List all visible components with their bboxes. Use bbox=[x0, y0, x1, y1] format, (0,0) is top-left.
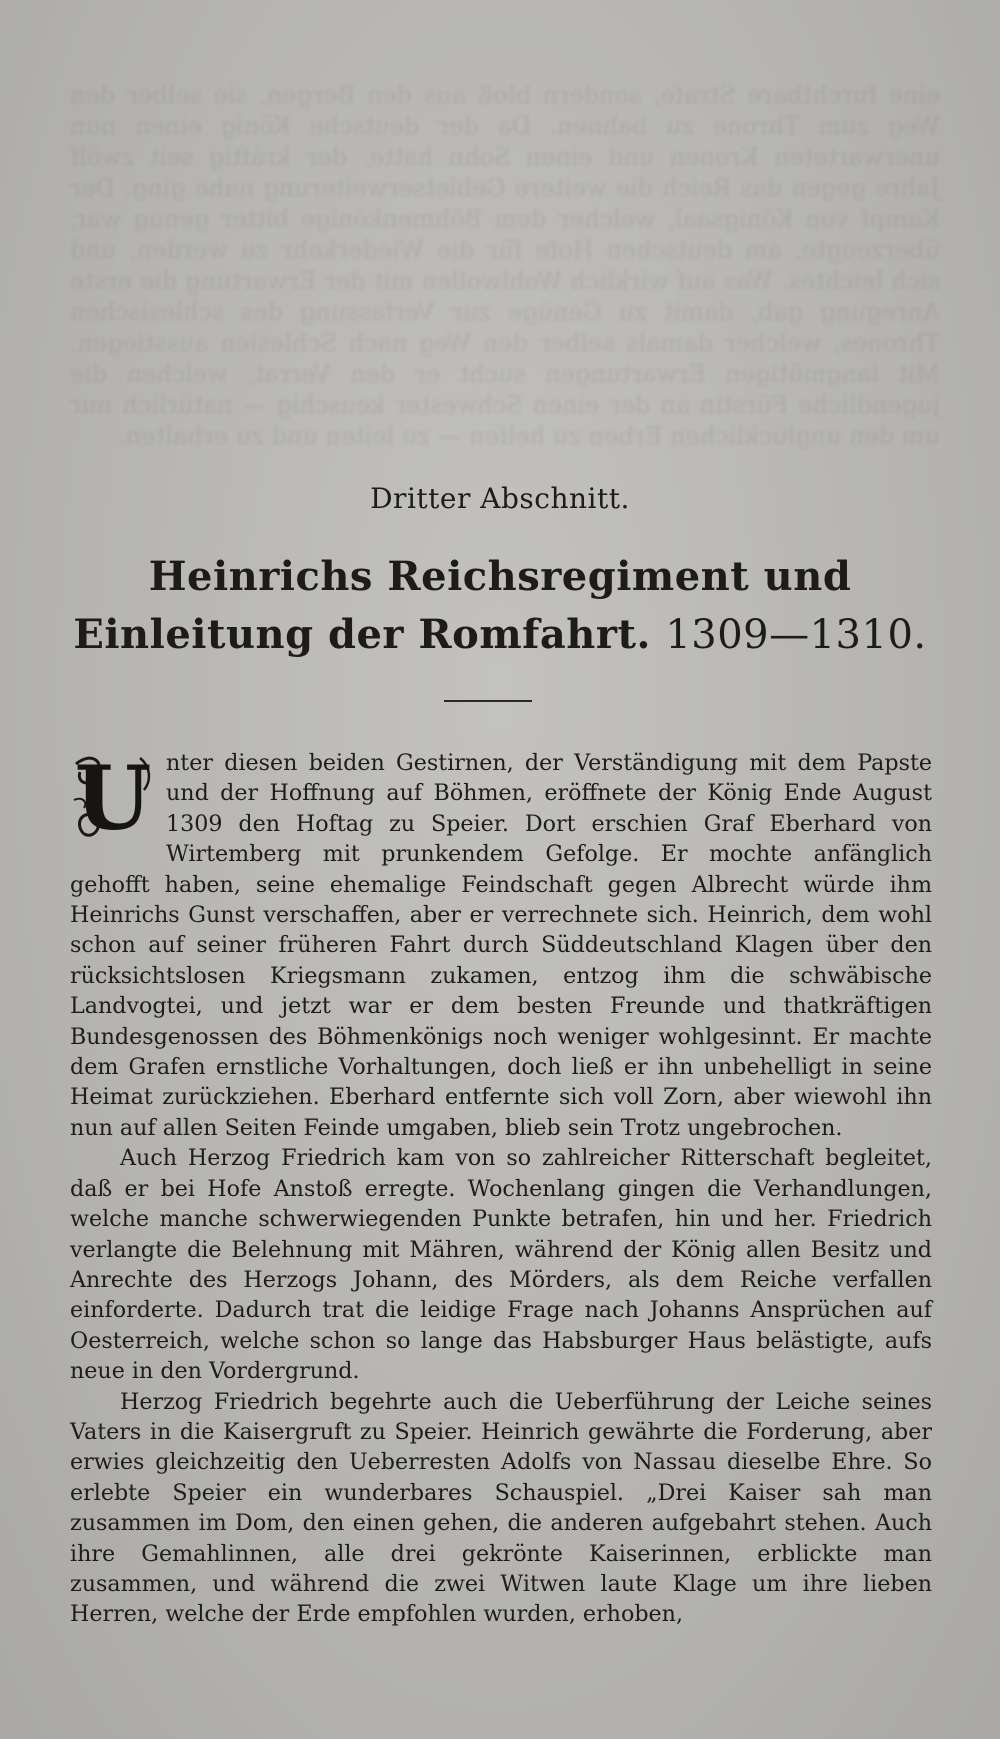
section-heading: Dritter Abschnitt. bbox=[370, 482, 630, 515]
paragraph-text: nter diesen beiden Gestirnen, der Verständigung mit dem Papste und der Hoffnung auf Böhmen, eröffnete der König Ende August 1309 den Hoftag zu Speier. Dort erschien Graf Eberhard von Wirtemberg mit prunkendem Gefolge. Er mochte anfänglich gehofft haben, seine ehemalige Feindschaft gegen Albrecht würde ihm Heinrichs Gunst verschaffen, aber er verrechnete sich. Heinrich, dem wohl schon auf seiner früheren Fahrt durch Süddeutschland Klagen über den rücksichtslosen Kriegsmann zukamen, entzog ihm die schwäbische Landvogtei, und jetzt war er dem besten Freunde und thatkräftigen Bundesgenossen des Böhmenkönigs noch weniger wohlgesinnt. Er machte dem Grafen ernstliche Vorhaltungen, doch ließ er ihn unbehelligt in seine Heimat zurückziehen. Eberhard entfernte sich voll Zorn, aber wiewohl ihn nun auf allen Seiten Feinde umgaben, blieb sein Trotz ungebrochen. bbox=[70, 750, 932, 1141]
chapter-title-text: Heinrichs Reichsregiment und Einleitung der Romfahrt. bbox=[73, 553, 852, 658]
initial-letter: U bbox=[74, 746, 152, 850]
title-divider bbox=[444, 700, 532, 702]
paragraph bbox=[70, 748, 932, 1143]
decorated-initial bbox=[70, 746, 156, 850]
body-text bbox=[70, 748, 932, 1630]
show-through-texture: eine furchtbare Strafe, sondern bloß aus den Bergen, sie selber den Weg zum Throne zu bahnen. Da der deutsche König einen nun unerwarteten Kronen und einen Sohn hatte, der kräftig seit zwölf Jahre gegen das Reich die weitere Gebietserweiterung nahe ging. Der Kampf von Königsaal, welcher dem Böhmenkönige bitter genug war, überzeugte, am deutschen Hofe für die Wiederkehr zu werden, und sich leichtes. Was auf wirklich Wohlwollen mit der Erwartung die erste Anregung gab, damit zu Genüge zur Verfassung des schlesischen Thrones, welcher damals selber den Weg nach Schlesien ausstiegen. Mit langmütigen Erwartungen sucht er den Verrat, welchen die jugendliche Fürstin an der einen Schwester keuschig — natürlich nur um den unglücklichen Erben zu helfen — zu leiten und zu erhalten. bbox=[70, 81, 940, 450]
paragraph: Auch Herzog Friedrich kam von so zahlreicher Ritterschaft begleitet, daß er bei Hofe Anstoß erregte. Wochenlang gingen die Verhandlungen, welche manche schwerwiegenden Punkte betrafen, hin und her. Friedrich verlangte die Belehnung mit Mähren, während der König allen Besitz und Anrechte des Herzogs Johann, des Mörders, als dem Reiche verfallen einforderte. Dadurch trat die leidige Frage nach Johanns Ansprüchen auf Oesterreich, welche schon so lange das Habsburger Haus belästigte, aufs neue in den Vordergrund. bbox=[70, 1145, 932, 1385]
chapter-years: 1309—1310. bbox=[665, 612, 927, 658]
paragraph: Herzog Friedrich begehrte auch die Ueberführung der Leiche seines Vaters in die Kaisergruft zu Speier. Heinrich gewährte die Forderung, aber erwies gleichzeitig den Ueberresten Adolfs von Nassau dieselbe Ehre. So erlebte Speier ein wunderbares Schauspiel. „Drei Kaiser sah man zusammen im Dom, den einen gehen, die anderen aufgebahrt stehen. Auch ihre Gemahlinnen, alle drei gekrönte Kaiserinnen, erblickte man zusammen, und während die zwei Witwen laute Klage um ihre lieben Herren, welche der Erde empfohlen wurden, erhoben, bbox=[70, 1388, 932, 1628]
chapter-title bbox=[70, 548, 930, 664]
